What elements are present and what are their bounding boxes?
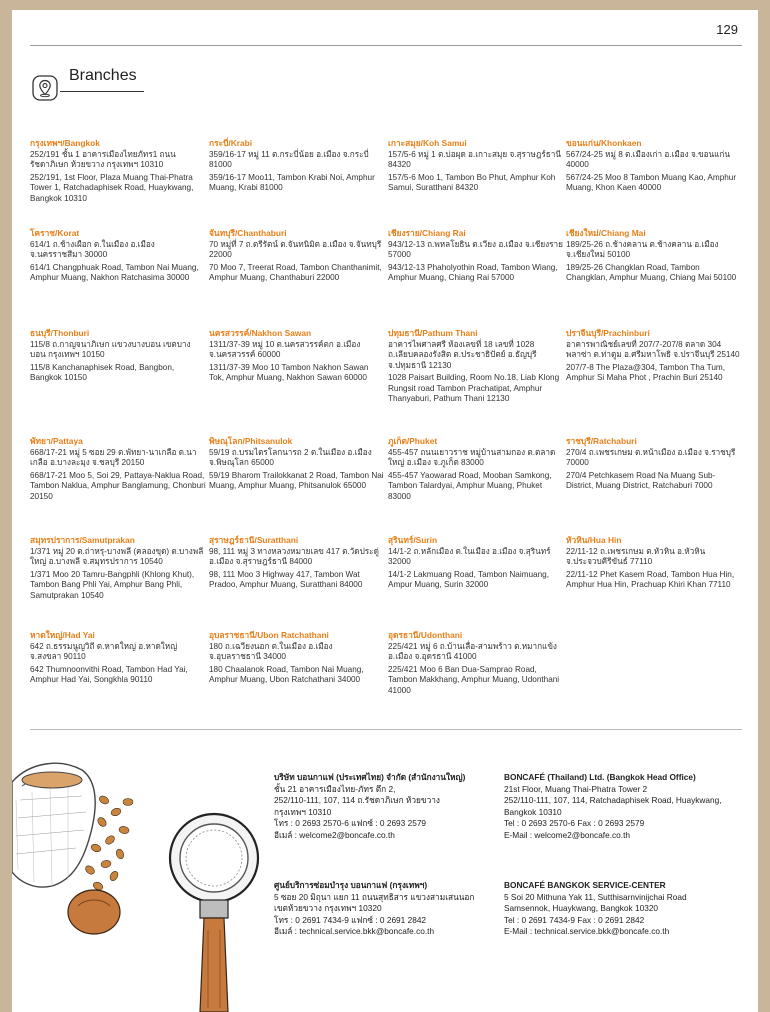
branch-address-th: 189/25-26 ถ.ช้างคลาน ต.ช้างคลาน อ.เมือง จ.เชียงใหม่ 50100: [566, 239, 719, 259]
branch-samutprakan: [30, 535, 206, 601]
branch-name: จันทบุรี/Chanthaburi: [209, 228, 287, 238]
branch-chiang-mai: [566, 228, 742, 284]
branch-name: ภูเก็ต/Phuket: [388, 436, 438, 446]
branch-address-th: 567/24-25 หมู่ 8 ต.เมืองเก่า อ.เมือง จ.ขอนแก่น 40000: [566, 149, 730, 169]
branch-pathum-thani: [388, 328, 564, 405]
branch-name: หัวหิน/Hua Hin: [566, 535, 622, 545]
contact-line: 252/110-111, 107, 114 ถ.รัชดาภิเษก ห้วยขวาง: [274, 795, 440, 805]
branch-surin: [388, 535, 564, 591]
branch-address-th: 70 หมู่ที่ 7 ถ.ตรีรัตน์ ต.จันทนิมิต อ.เมือง จ.จันทบุรี 22000: [209, 239, 382, 259]
contact-email: E-Mail : welcome2@boncafe.co.th: [504, 829, 631, 840]
branch-address-th: 180 ถ.เฉวียงนอก ต.ในเมือง อ.เมือง จ.อุบลราชธานี 34000: [209, 641, 333, 661]
contact-phone: โทร : 0 2693 2570-6 แฟกซ์ : 0 2693 2579: [274, 818, 427, 828]
branch-chanthaburi: [209, 228, 385, 284]
contact-email: E-Mail : technical.service.bkk@boncafe.co.th: [504, 926, 670, 936]
branch-address-th: 1311/37-39 หมู่ 10 ต.นครสวรรค์ตก อ.เมือง จ.นครสวรรค์ 60000: [209, 339, 361, 359]
coffee-beans-icon: [84, 794, 133, 891]
branch-thonburi: [30, 328, 206, 384]
location-pin-icon: [32, 75, 58, 101]
branch-khonkaen: [566, 138, 742, 194]
contact-line: Bangkok 10310: [504, 806, 562, 817]
head-office-en: [504, 772, 744, 841]
contact-heading: ศูนย์บริการซ่อมบำรุง บอนกาแฟ (กรุงเทพฯ): [274, 880, 428, 890]
branch-address-en: 252/191, 1st Floor, Plaza Muang Thai-Phatra Tower 1, Ratchadaphisek Road, Huaykwang, Bangkok 10310: [30, 172, 194, 203]
branch-korat: [30, 228, 206, 284]
contact-heading: BONCAFÉ (Thailand) Ltd. (Bangkok Head Office): [504, 772, 696, 782]
contact-line: Samsennok, Huaykwang, Bangkok 10320: [504, 903, 659, 913]
contact-line: เขตห้วยขวาง กรุงเทพฯ 10320: [274, 903, 382, 913]
branch-hua-hin: [566, 535, 742, 591]
coffee-portafilter-illustration: [12, 740, 272, 1012]
contact-phone: โทร : 0 2691 7434-9 แฟกซ์ : 0 2691 2842: [274, 914, 427, 925]
bottom-divider: [30, 729, 742, 730]
branch-nakhon-sawan: [209, 328, 385, 384]
contact-line: 21st Floor, Muang Thai-Phatra Tower 2: [504, 783, 648, 794]
branch-address-th: 252/191 ชั้น 1 อาคารเมืองไทยภัทร1 ถนนรัชดาภิเษก ห้วยขวาง กรุงเทพฯ 10310: [30, 149, 176, 169]
branch-address-th: 359/16-17 หมู่ 11 ต.กระบี่น้อย อ.เมือง จ.กระบี่ 81000: [209, 149, 369, 169]
branch-address-th: 22/11-12 ถ.เพชรเกษม ต.หัวหิน อ.หัวหิน จ.ประจวบคีรีขันธ์ 77110: [566, 546, 706, 566]
branch-name: โคราช/Korat: [30, 228, 80, 238]
branch-name: ขอนแก่น/Khonkaen: [566, 138, 642, 148]
branch-prachinburi: [566, 328, 742, 384]
branch-address-en: 270/4 Petchkasem Road Na Muang Sub-District, Muang District, Ratchaburi 7000: [566, 470, 716, 490]
branch-bangkok: [30, 138, 206, 204]
branch-address-en: 1/371 Moo 20 Tamru-Bangphli (Khlong Khut), Tambon Bang Phli Yai, Amphur Bang Phli, Samutprakan 10540: [30, 569, 195, 600]
branch-name: เชียงราย/Chiang Rai: [388, 228, 466, 238]
branch-address-en: 14/1-2 Lakmuang Road, Tambon Naimuang, Ampur Muang, Surin 32000: [388, 569, 549, 589]
contact-line: 252/110-111, 107, 114, Ratchadaphisek Road, Huaykwang,: [504, 795, 722, 805]
branch-phuket: [388, 436, 564, 502]
branch-address-th: 157/5-6 หมู่ 1 ต.บ่อผุด อ.เกาะสมุย จ.สุราษฎร์ธานี 84320: [388, 149, 561, 169]
section-title: Branches: [69, 67, 137, 84]
branch-address-th: 943/12-13 ถ.พหลโยธิน ต.เวียง อ.เมือง จ.เชียงราย 57000: [388, 239, 563, 259]
contact-phone: Tel : 0 2693 2570-6 Fax : 0 2693 2579: [504, 818, 645, 828]
branch-name: สุรินทร์/Surin: [388, 535, 438, 545]
branch-address-en: 98, 111 Moo 3 Highway 417, Tambon Wat Pradoo, Amphur Muang, Suratthani 84000: [209, 569, 363, 589]
contact-line: 5 ซอย 20 มิถุนา แยก 11 ถนนสุทธิสาร แขวงสามเสนนอก: [274, 891, 475, 902]
contact-heading: BONCAFÉ BANGKOK SERVICE-CENTER: [504, 880, 666, 890]
branch-name: พัทยา/Pattaya: [30, 436, 83, 446]
page-number: 129: [716, 22, 738, 37]
branch-ubon-ratchathani: [209, 630, 385, 686]
head-office-th: [274, 772, 494, 841]
branch-udonthani: [388, 630, 564, 696]
branch-phitsanulok: [209, 436, 385, 492]
branch-address-en: 189/25-26 Changklan Road, Tambon Changklan, Amphur Muang, Chiang Mai 50100: [566, 262, 737, 282]
branch-name: สุราษฎร์ธานี/Suratthani: [209, 535, 299, 545]
branch-address-th: 1/371 หมู่ 20 ต.ถ่าหรุ-บางพลี (คลองขุด) ต.บางพลีใหญ่ อ.บางพลี จ.สมุทรปราการ 10540: [30, 546, 204, 566]
branch-chiang-rai: [388, 228, 564, 284]
branch-address-en: 22/11-12 Phet Kasem Road, Tambon Hua Hin, Amphur Hua Hin, Prachuap Khiri Khan 77110: [566, 569, 735, 589]
branch-address-en: 207/7-8 The Plaza@304, Tambon Tha Tum, Amphur Si Maha Phot , Prachin Buri 25140: [566, 362, 725, 382]
branch-address-en: 614/1 Changphuak Road, Tambon Nai Muang, Amphur Muang, Nakhon Ratchasima 30000: [30, 262, 199, 282]
branch-address-en: 180 Chaalanok Road, Tambon Nai Muang, Amphur Muang, Ubon Ratchathani 34000: [209, 664, 364, 684]
branch-address-th: 115/8 ถ.กาญจนาภิเษก แขวงบางบอน เขตบางบอน กรุงเทพฯ 10150: [30, 339, 191, 359]
branch-address-th: 14/1-2 ถ.หลักเมือง ต.ในเมือง อ.เมือง จ.สุรินทร์ 32000: [388, 546, 551, 566]
branch-address-th: 614/1 ถ.ช้างเผือก ต.ในเมือง อ.เมือง จ.นครราชสีมา 30000: [30, 239, 155, 259]
branch-name: ปทุมธานี/Pathum Thani: [388, 328, 478, 338]
branch-name: ราชบุรี/Ratchaburi: [566, 436, 637, 446]
branch-address-en: 642 Thumnoonvithi Road, Tambon Had Yai, Amphur Had Yai, Songkhla 90110: [30, 664, 188, 684]
branch-address-th: อาคารพาณิชย์เลขที่ 207/7-207/8 ตลาด 304 พลาซ่า ต.ท่าตูม อ.ศรีมหาโพธิ จ.ปราจีนบุรี 25140: [566, 339, 740, 359]
contact-heading: บริษัท บอนกาแฟ (ประเทศไทย) จำกัด (สำนักงานใหญ่): [274, 772, 466, 782]
branch-address-th: 668/17-21 หมู่ 5 ซอย 29 ต.พัทยา-นาเกลือ ต.นาเกลือ อ.บางละมุง จ.ชลบุรี 20150: [30, 447, 197, 467]
branch-address-th: 59/19 ถ.บรมไตรโลกนารถ 2 ต.ในเมือง อ.เมือง จ.พิษณุโลก 65000: [209, 447, 372, 467]
branch-address-th: 270/4 ถ.เพชรเกษม ต.หน้าเมือง อ.เมือง จ.ราชบุรี 70000: [566, 447, 736, 467]
branch-address-th: อาคารไพศาลศรี ห้องเลขที่ 18 เลขที่ 1028 ถ.เลียบคลองรังสิต ต.ประชาธิปัตย์ อ.ธัญบุรี จ.ปทุมธานี 12130: [388, 339, 537, 370]
branch-address-en: 567/24-25 Moo 8 Tambon Muang Kao, Amphur Muang, Khon Kaen 40000: [566, 172, 737, 192]
branch-address-en: 115/8 Kanchanaphisek Road, Bangbon, Bangkok 10150: [30, 362, 175, 382]
branch-name: กระบี่/Krabi: [209, 138, 253, 148]
branch-name: นครสวรรค์/Nakhon Sawan: [209, 328, 312, 338]
coffee-sack-icon: [12, 763, 95, 887]
title-underline: [60, 91, 144, 92]
branch-address-en: 225/421 Moo 6 Ban Dua-Samprao Road, Tambon Makkhang, Amphur Muang, Udonthani 41000: [388, 664, 560, 695]
contact-email: อีเมล์ : technical.service.bkk@boncafe.co.th: [274, 926, 435, 936]
branch-name: พิษณุโลก/Phitsanulok: [209, 436, 293, 446]
branch-address-en: 668/17-21 Moo 5, Soi 29, Pattaya-Naklua Road, Tambon Naklua, Amphur Banglamung, Chonburi 20150: [30, 470, 206, 501]
branch-address-en: 157/5-6 Moo 1, Tambon Bo Phut, Amphur Koh Samui, Suratthani 84320: [388, 172, 556, 192]
branch-name: เชียงใหม่/Chiang Mai: [566, 228, 646, 238]
service-center-en: [504, 880, 744, 938]
branch-name: เกาะสมุย/Koh Samui: [388, 138, 467, 148]
service-center-th: [274, 880, 494, 938]
branch-name: กรุงเทพฯ/Bangkok: [30, 138, 100, 148]
page: [12, 10, 758, 1012]
branch-name: ปราจีนบุรี/Prachinburi: [566, 328, 650, 338]
branch-name: อุดรธานี/Udonthani: [388, 630, 463, 640]
branch-address-en: 359/16-17 Moo11, Tambon Krabi Noi, Amphur Muang, Krabi 81000: [209, 172, 375, 192]
portafilter-icon: [170, 814, 258, 1012]
branch-name: ธนบุรี/Thonburi: [30, 328, 90, 338]
branch-address-en: 943/12-13 Phaholyothin Road, Tambon Wiang, Amphur Muang, Chiang Rai 57000: [388, 262, 558, 282]
branch-name: สมุทรปราการ/Samutprakan: [30, 535, 135, 545]
top-divider: [30, 45, 742, 46]
branch-address-th: 225/421 หมู่ 6 ถ.บ้านเลื่อ-สามพร้าว ต.หมากแข้ง อ.เมือง จ.อุดรธานี 41000: [388, 641, 557, 661]
branch-address-en: 70 Moo 7, Treerat Road, Tambon Chanthanimit, Amphur Muang, Chanthaburi 22000: [209, 262, 382, 282]
contact-email: อีเมล์ : welcome2@boncafe.co.th: [274, 829, 395, 840]
branch-ratchaburi: [566, 436, 742, 492]
branch-had-yai: [30, 630, 206, 686]
branch-krabi: [209, 138, 385, 194]
tamper-icon: [68, 890, 120, 934]
branch-suratthani: [209, 535, 385, 591]
branch-koh-samui: [388, 138, 564, 194]
contact-line: 5 Soi 20 Mithuna Yak 11, Sutthisarnvinijchai Road: [504, 891, 687, 902]
branch-address-en: 455-457 Yaowarad Road, Mooban Samkong, Tambon Talardyai, Amphur Muang, Phuket 83000: [388, 470, 552, 501]
branch-address-th: 455-457 ถนนเยาวราช หมู่บ้านสามกอง ต.ตลาดใหญ่ อ.เมือง จ.ภูเก็ต 83000: [388, 447, 556, 467]
branch-name: หาดใหญ่/Had Yai: [30, 630, 95, 640]
branch-address-th: 642 ถ.ธรรมนูญวิถี ต.หาดใหญ่ อ.หาดใหญ่ จ.สงขลา 90110: [30, 641, 178, 661]
branch-pattaya: [30, 436, 206, 502]
contact-phone: Tel : 0 2691 7434-9 Fax : 0 2691 2842: [504, 914, 645, 925]
branch-name: อุบลราชธานี/Ubon Ratchathani: [209, 630, 329, 640]
contact-line: กรุงเทพฯ 10310: [274, 806, 332, 817]
contact-line: ชั้น 21 อาคารเมืองไทย-ภัทร ตึก 2,: [274, 783, 396, 794]
branch-address-th: 98, 111 หมู่ 3 ทางหลวงหมายเลข 417 ต.วัดประดู่ อ.เมือง จ.สุราษฎร์ธานี 84000: [209, 546, 379, 566]
branch-address-en: 1311/37-39 Moo 10 Tambon Nakhon Sawan Tok, Amphur Muang, Nakhon Sawan 60000: [209, 362, 369, 382]
branch-address-en: 1028 Paisart Building, Room No.18, Liab Klong Rungsit road Tambon Prachatipat, Amphur Thanyaburi, Pathum Thani 12130: [388, 373, 560, 403]
branch-address-en: 59/19 Bharom Trailokkanat 2 Road, Tambon Nai Muang, Amphur Muang, Phitsanulok 65000: [209, 470, 384, 490]
